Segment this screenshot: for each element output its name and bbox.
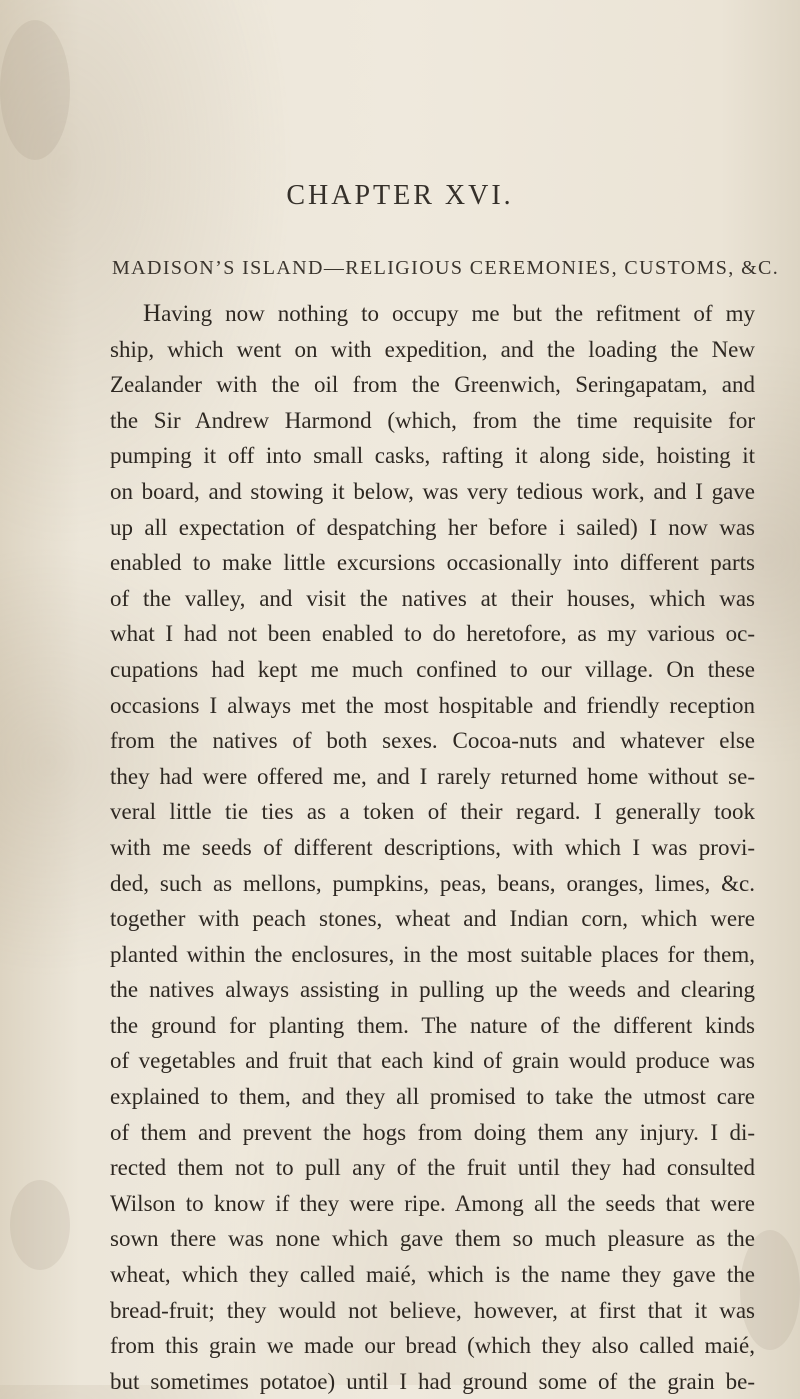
chapter-subtitle: MADISON’S ISLAND—RELIGIOUS CEREMONIES, CUSTOMS, &C. — [112, 257, 780, 279]
text-line: bread-fruit; they would not believe, however, at first that it was — [110, 1297, 755, 1323]
text-line: on board, and stowing it below, was very tedious work, and I gave — [110, 478, 755, 504]
text-line: with me seeds of different descriptions, with which I was provi- — [110, 834, 755, 860]
text-line: Zealander with the oil from the Greenwich, Seringapatam, and — [110, 372, 755, 398]
text-line: what I had not been enabled to do heretofore, as my various oc- — [110, 621, 755, 647]
text-line: they had were offered me, and I rarely returned home without se- — [110, 763, 755, 789]
text-line: ship, which went on with expedition, and the loading the New — [110, 336, 755, 362]
text-line: of them and prevent the hogs from doing them any injury. I di- — [110, 1119, 755, 1145]
text-line: together with peach stones, wheat and Indian corn, which were — [110, 906, 755, 932]
text-line: the natives always assisting in pulling up the weeds and clearing — [110, 977, 755, 1003]
text-line: of vegetables and fruit that each kind of grain would produce was — [110, 1048, 755, 1074]
text-line: explained to them, and they all promised to take the utmost care — [110, 1084, 755, 1110]
text-line: ded, such as mellons, pumpkins, peas, beans, oranges, limes, &c. — [110, 870, 755, 896]
text-line: sown there was none which gave them so much pleasure as the — [110, 1226, 755, 1252]
text-line: the Sir Andrew Harmond (which, from the time requisite for — [110, 407, 755, 433]
text-line: enabled to make little excursions occasionally into different parts — [110, 550, 755, 576]
text-line: rected them not to pull any of the fruit until they had consulted — [110, 1155, 755, 1181]
text-line: the ground for planting them. The nature of the different kinds — [110, 1012, 755, 1038]
text-line: up all expectation of despatching her before i sailed) I now was — [110, 514, 755, 540]
text-line: from this grain we made our bread (which they also called maié, — [110, 1333, 755, 1359]
text-line: Having now nothing to occupy me but the refitment of my — [143, 300, 755, 327]
text-line: from the natives of both sexes. Cocoa-nuts and whatever else — [110, 728, 755, 754]
paper-stain — [0, 20, 70, 160]
text-line: veral little tie ties as a token of their regard. I generally took — [110, 799, 755, 825]
text-line: occasions I always met the most hospitable and friendly reception — [110, 692, 755, 718]
text-line: planted within the enclosures, in the most suitable places for them, — [110, 941, 755, 967]
text-line: cupations had kept me much confined to our village. On these — [110, 656, 755, 682]
text-line: Wilson to know if they were ripe. Among all the seeds that were — [110, 1190, 755, 1216]
text-line: of the valley, and visit the natives at their houses, which was — [110, 585, 755, 611]
chapter-title: CHAPTER XVI. — [286, 180, 514, 211]
text-line: pumping it off into small casks, rafting it along side, hoisting it — [110, 443, 755, 469]
paper-stain — [10, 1180, 70, 1270]
text-line: but sometimes potatoe) until I had ground some of the grain be- — [110, 1368, 755, 1394]
body-text — [110, 296, 755, 1399]
text-line: wheat, which they called maié, which is the name they gave the — [110, 1262, 755, 1288]
